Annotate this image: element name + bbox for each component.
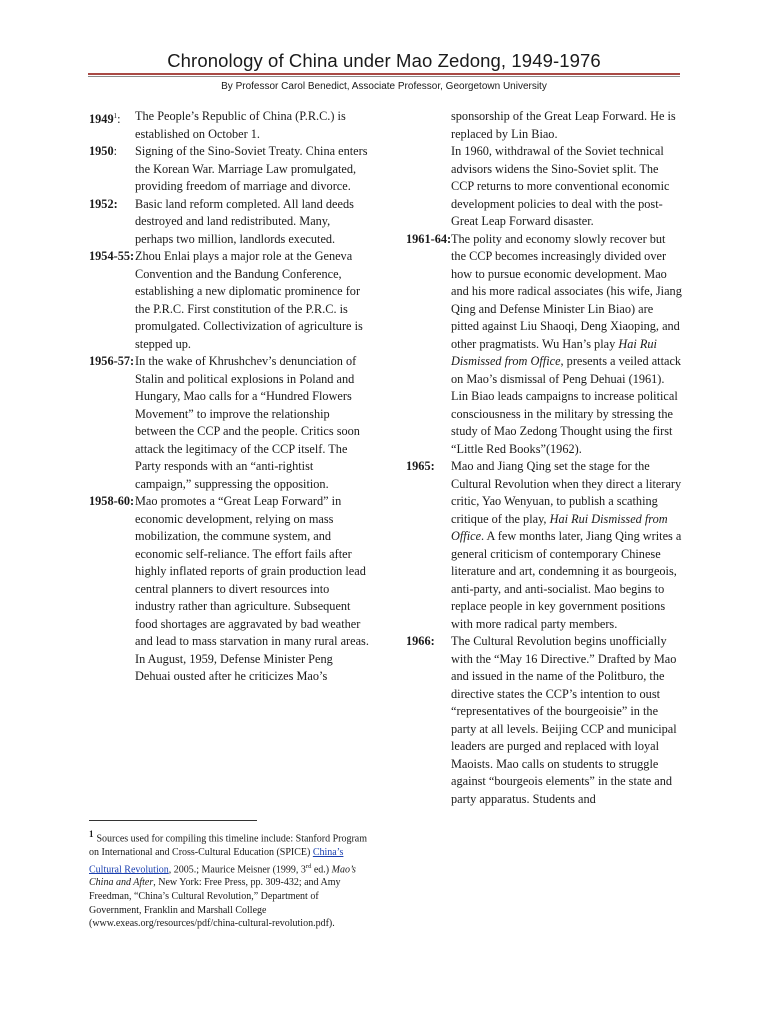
entry-year: 1954-55:: [89, 249, 135, 263]
timeline-entry-1956-57: [89, 353, 369, 493]
entry-text: Basic land reform completed. All land deeds destroyed and land redistributed. Many, perhaps two million, landlords executed.: [135, 196, 354, 246]
continued-text: In 1960, withdrawal of the Soviet technical advisors widens the Sino-Soviet split. The CCP returns to more conventional economic development policies to deal with the post-Great Leap Forward disaster.: [451, 144, 670, 228]
document-title: Chronology of China under Mao Zedong, 1949-1976: [167, 50, 601, 71]
footnote-number: 1: [89, 829, 94, 839]
footnote-link[interactable]: China’s Cultural Revolution: [89, 846, 344, 875]
entry-year: 1952:: [89, 196, 118, 211]
entry-text: Signing of the Sino-Soviet Treaty. China enters the Korean War. Marriage Law promulgated, providing freedom of marriage and divorce.: [135, 144, 368, 193]
entry-year: 1956-57:: [89, 354, 135, 368]
timeline-entry-1950: [89, 143, 369, 196]
play-title: Hai Rui Dismissed from Office: [451, 511, 668, 543]
timeline-entry-1954-55: [89, 248, 369, 353]
entry-text: The People’s Republic of China (P.R.C.) is established on October 1.: [135, 109, 346, 141]
timeline-entry-1949: [89, 108, 369, 143]
entry-year: 1965:: [406, 459, 435, 473]
right-column: [406, 108, 683, 808]
footnote-ref[interactable]: 1: [113, 112, 118, 120]
play-title: Hai Rui Dismissed from Office: [451, 336, 657, 368]
entry-text: Zhou Enlai plays a major role at the Geneva Convention and the Bandung Conference, establishing a new diplomatic prominence for the P.R.C. First constitution of the P.R.C. is promulgated. Collectivization of agriculture is stepped up.: [135, 249, 363, 351]
title-rule-red: [88, 73, 680, 75]
entry-text: The polity and economy slowly recover but the CCP becomes increasingly divided over how to pursue economic development. Mao and his more radical associates (his wife, Jiang Qing and Defense Minister Lin Biao) are pitted against Liu Shaoqi, Deng Xiaoping, and other pragmatists. Wu Han’s play Hai Rui Dismissed from Office, presents a veiled attack on Mao’s dismissal of Peng Dehuai (1961). Lin Biao leads campaigns to increase political consciousness in the military by stressing the study of Mao Zedong Thought using the first “Little Red Books”(1962).: [451, 231, 682, 456]
entry-text: In the wake of Khrushchev’s denunciation of Stalin and political explosions in Poland and Hungary, Mao calls for a “Hundred Flowers Movement” to improve the relationship between the CCP and the people. Critics soon attack the legitimacy of the CCP itself. The Party responds with an “anti-rightist campaign,” suppressing the opposition.: [135, 354, 360, 491]
entry-year: 1949$^1$:: [89, 112, 121, 127]
title-rule-grey: [88, 76, 680, 77]
timeline-entry-1961-64: [406, 231, 683, 459]
entry-year: 1958-60:: [89, 494, 135, 508]
entry-text: The Cultural Revolution begins unofficially with the “May 16 Directive.” Drafted by Mao and issued in the name of the Politburo, the directive states the CCP’s intention to oust “representatives of the bourgeoisie” in the party at all levels. Beijing CCP and municipal leaders are purged and replaced with loyal Maoists. Mao calls on students to struggle against “bourgeois elements” in the state and party apparatus. Students and: [451, 634, 677, 806]
entry-year: 1961-64:: [406, 231, 452, 246]
timeline-entry-1966: [406, 633, 683, 808]
entry-text: Mao and Jiang Qing set the stage for the Cultural Revolution when they direct a literary critic, Yao Wenyuan, to publish a scathing critique of the play, Hai Rui Dismissed from Office. A few months later, Jiang Qing writes a general criticism of contemporary Chinese literature and art, condemning it as bourgeois, anti-party, and anti-socialist. Mao begins to replace people in key government positions with more radical party members.: [451, 459, 682, 631]
entry-text: Mao promotes a “Great Leap Forward” in economic development, relying on mass mobilization, the commune system, and economic self-reliance. The effort fails after highly inflated reports of grain production lead central planners to divert resources into industry rather than agriculture. Subsequent food shortages are aggravated by bad weather and lead to mass starvation in many rural areas. In August, 1959, Defense Minister Peng Dehuai ousted after he criticizes Mao’s: [135, 494, 369, 683]
continued-text: sponsorship of the Great Leap Forward. He is replaced by Lin Biao.: [451, 109, 676, 141]
entry-text-continued: In August, 1959, Defense Minister Peng Dehuai ousted after he criticizes Mao’s: [135, 651, 333, 683]
timeline-entry-1965: [406, 458, 683, 633]
entry-year: 1950:: [89, 144, 118, 158]
author-byline: By Professor Carol Benedict, Associate Professor, Georgetown University: [221, 81, 547, 92]
timeline-entry-1958-60: [89, 493, 369, 686]
timeline-entry-1952: [89, 196, 369, 249]
book-title: Mao’s China and After: [89, 863, 356, 889]
footnote: 1 Sources used for compiling this timeline include: Stanford Program on International and Cross-Cultural Education (SPICE) China’s Cultural Revolution, 2005.; Maurice Meisner (1999, 3rd ed.) Mao’s China and After, New York: Free Press, pp. 309-432; and Amy Freedman, “China’s Cultural Revolution,” Department of Government, Franklin and Marshall College (www.exeas.org/resources/pdf/china-cultural-revolution.pdf).: [89, 829, 368, 930]
entry-year: 1966:: [406, 634, 435, 648]
left-column: [89, 108, 369, 686]
footnote-separator: [89, 820, 257, 821]
